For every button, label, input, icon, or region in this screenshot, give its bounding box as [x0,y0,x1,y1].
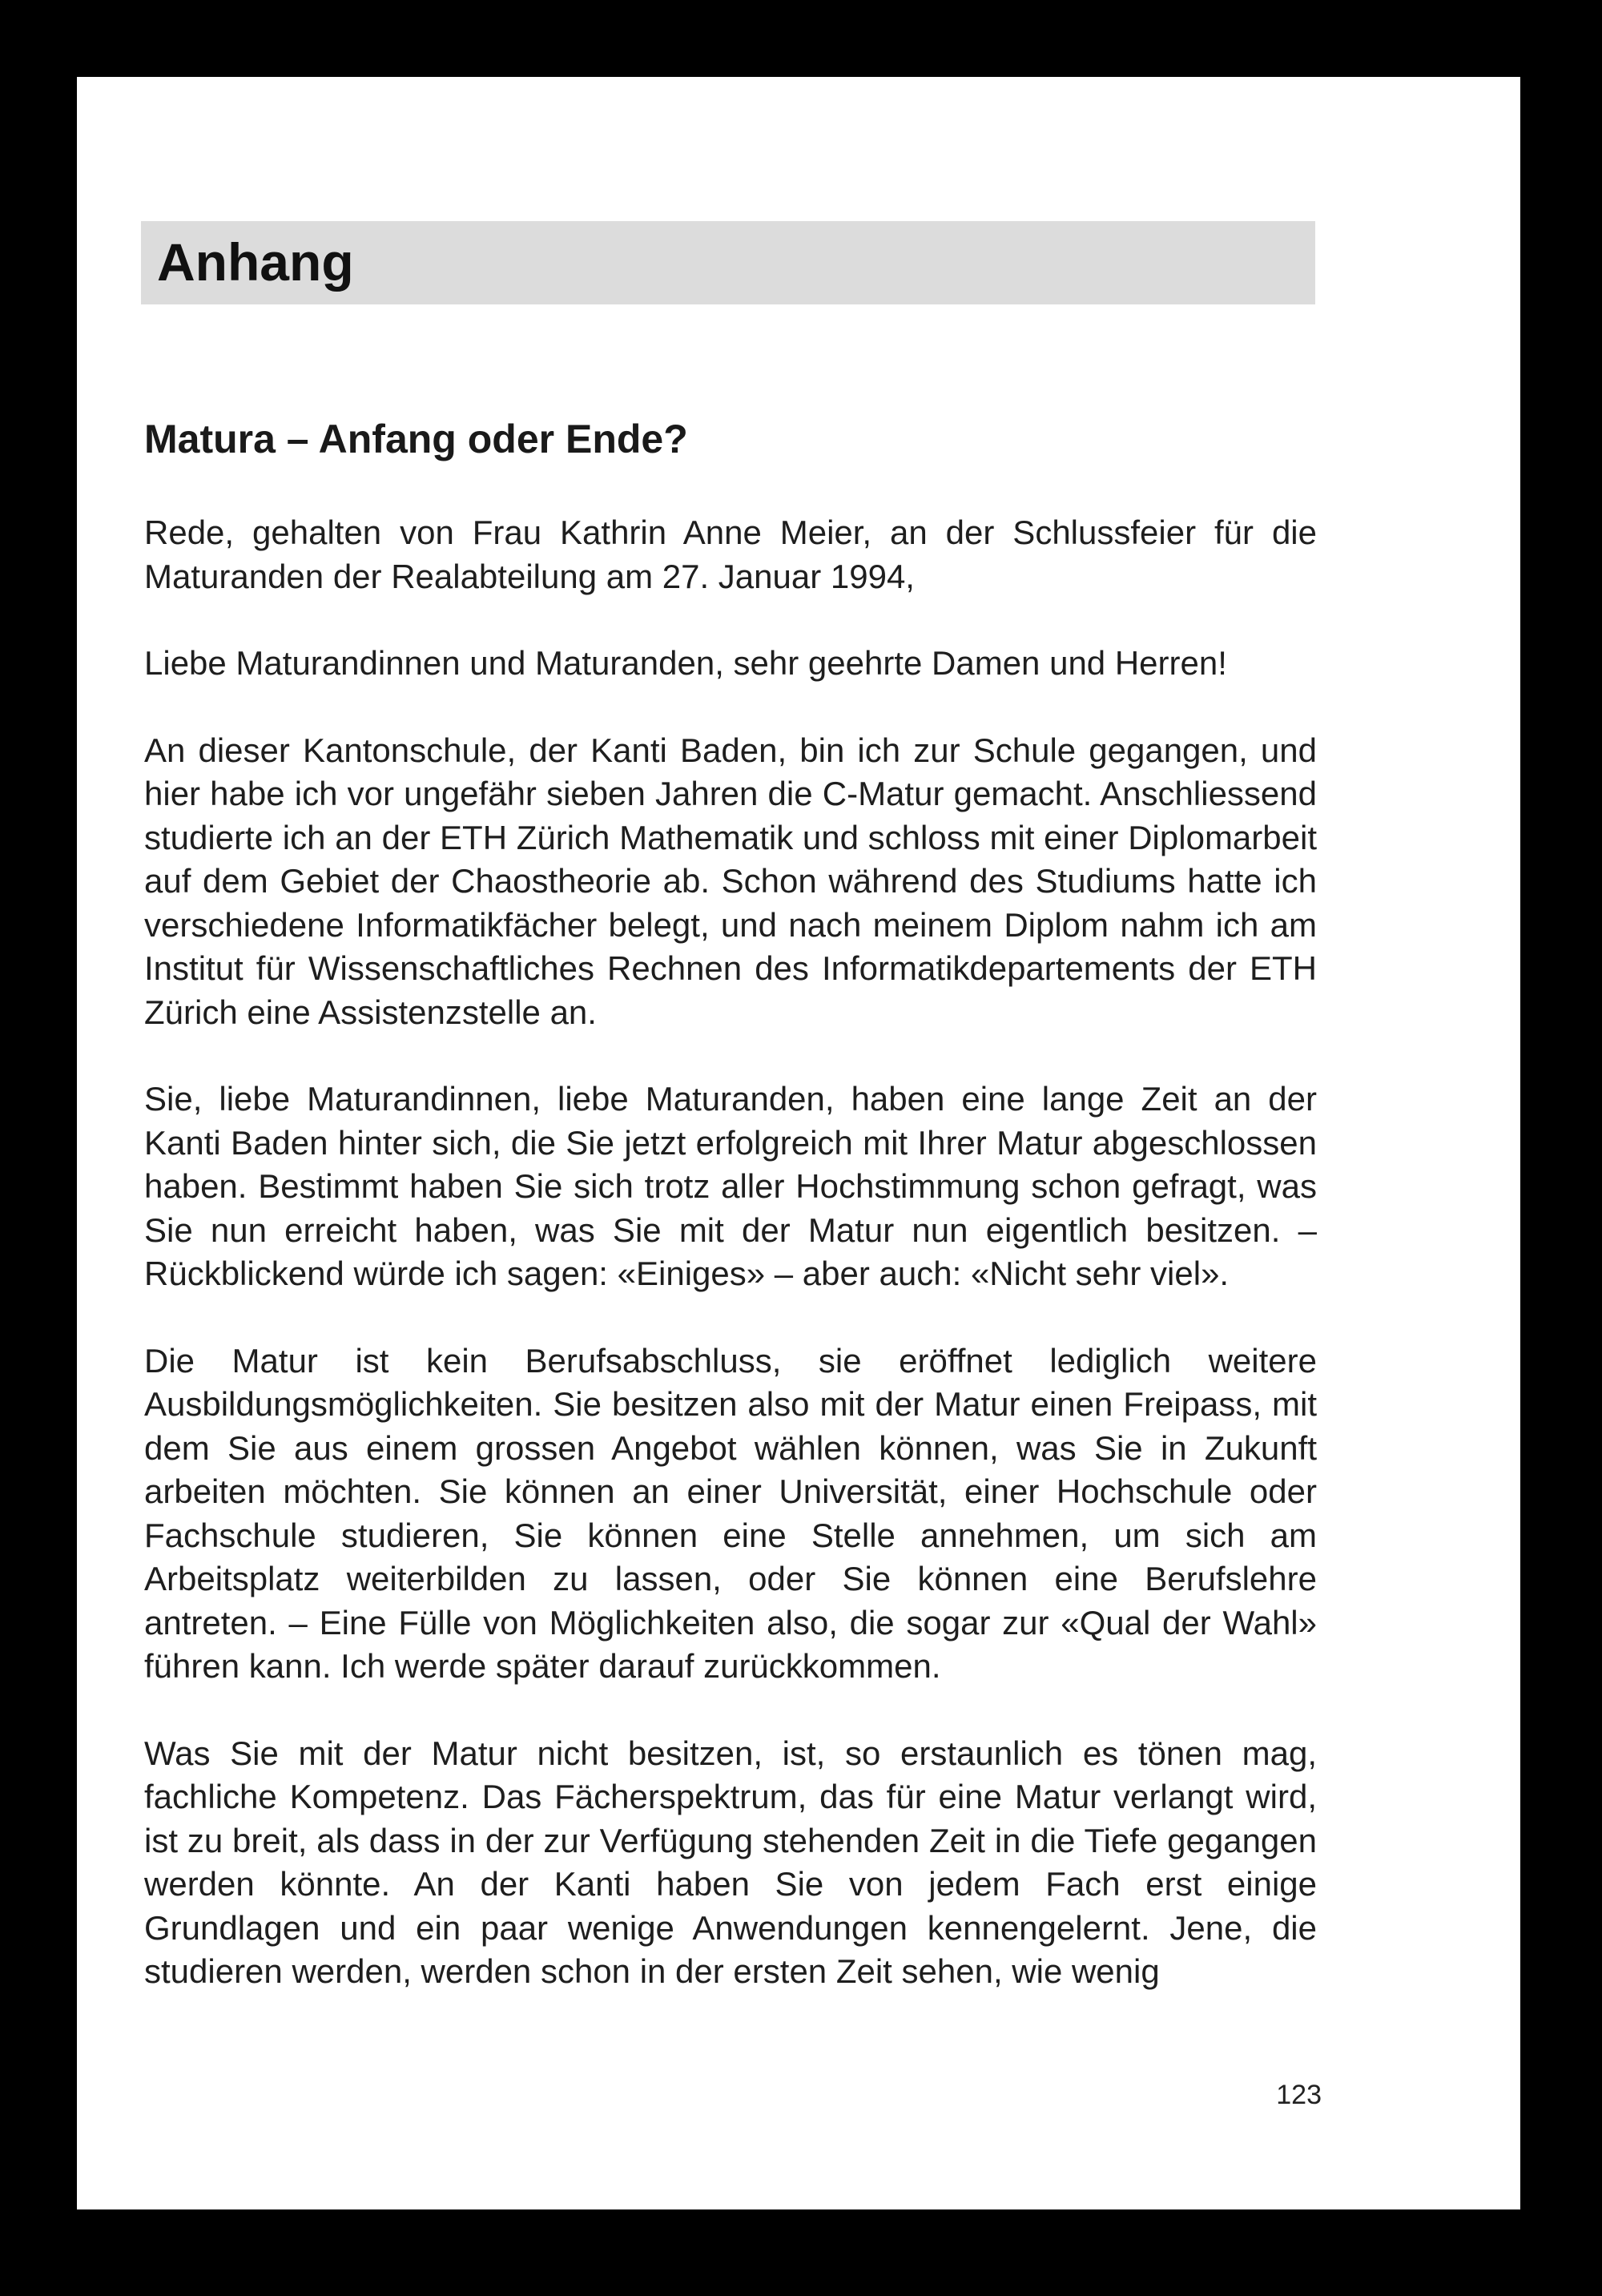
section-heading: Anhang [157,232,354,292]
page-number: 123 [1276,2080,1322,2110]
paragraph: Sie, liebe Maturandinnen, liebe Maturanden, haben eine lange Zeit an der Kanti Baden hinter sich, die Sie jetzt erfolgreich mit Ihrer Matur abgeschlossen haben. Bestimmt haben Sie sich trotz aller Hochstimmung schon gefragt, was Sie nun erreicht haben, was Sie mit der Matur nun eigentlich besitzen. – Rückblickend würde ich sagen: «Einiges» – aber auch: «Nicht sehr viel». [144,1080,1317,1292]
speech-title: Matura – Anfang oder Ende? [144,417,688,461]
document-page [77,77,1520,2209]
paragraph-intro: Rede, gehalten von Frau Kathrin Anne Meier, an der Schlussfeier für die Maturanden der Realabteilung am 27. Januar 1994, [144,514,1317,595]
paragraph: Die Matur ist kein Berufsabschluss, sie eröffnet lediglich weitere Ausbildungsmöglichkeiten. Sie besitzen also mit der Matur einen Freipass, mit dem Sie aus einem grossen Angebot wählen können, was Sie in Zukunft arbeiten möchten. Sie können an einer Universität, einer Hochschule oder Fachschule studieren, Sie können eine Stelle annehmen, um sich am Arbeitsplatz weiterbilden zu lassen, oder Sie können eine Berufslehre antreten. – Eine Fülle von Möglichkeiten also, die sogar zur «Qual der Wahl» führen kann. Ich werde später darauf zurückkommen. [144,1341,1317,1685]
body-text [144,511,1317,1994]
paragraph-salutation: Liebe Maturandinnen und Maturanden, sehr geehrte Damen und Herren! [144,644,1227,682]
paragraph: An dieser Kantonschule, der Kanti Baden, bin ich zur Schule gegangen, und hier habe ich vor ungefähr sieben Jahren die C-Matur gemacht. Anschliessend studierte ich an der ETH Zürich Mathematik und schloss mit einer Diplomarbeit auf dem Gebiet der Chaostheorie ab. Schon während des Studiums hatte ich verschiedene Informatikfächer belegt, und nach meinem Diplom nahm ich am Institut für Wissenschaftliches Rechnen des Informatikdepartements der ETH Zürich eine Assistenzstelle an. [144,731,1317,1031]
paragraph: Was Sie mit der Matur nicht besitzen, ist, so erstaunlich es tönen mag, fachliche Kompetenz. Das Fächerspektrum, das für eine Matur verlangt wird, ist zu breit, als dass in der zur Verfügung stehenden Zeit in die Tiefe gegangen werden könnte. An der Kanti haben Sie von jedem Fach erst einige Grundlagen und ein paar wenige Anwendungen kennengelernt. Jene, die studieren werden, werden schon in der ersten Zeit sehen, wie wenig [144,1734,1317,1990]
